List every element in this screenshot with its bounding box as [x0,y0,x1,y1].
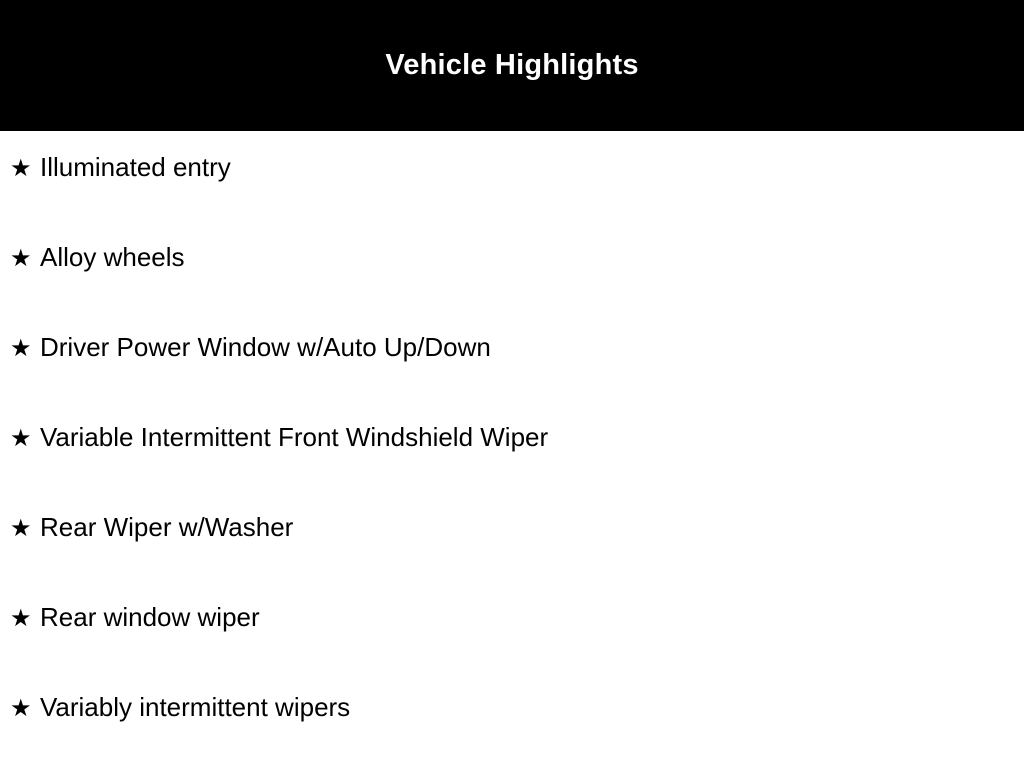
list-item-label: Illuminated entry [40,152,231,182]
list-item-label: Driver Power Window w/Auto Up/Down [40,332,491,362]
highlights-list [0,131,1024,783]
list-item-label: Rear Wiper w/Washer [40,512,294,542]
star-icon: ★ [10,604,32,632]
star-icon: ★ [10,424,32,452]
list-item-label: Variable Intermittent Front Windshield Wiper [40,422,549,452]
list-item [0,693,1024,783]
list-item [0,243,1024,333]
list-item-label: Rear window wiper [40,602,260,632]
list-item [0,513,1024,603]
list-item [0,423,1024,513]
star-icon: ★ [10,334,32,362]
list-item [0,153,1024,243]
page-title: Vehicle Highlights [385,48,639,81]
star-icon: ★ [10,694,32,722]
star-icon: ★ [10,244,32,272]
list-item [0,333,1024,423]
star-icon: ★ [10,154,32,182]
list-item-label: Variably intermittent wipers [40,692,351,722]
star-icon: ★ [10,514,32,542]
list-item-label: Alloy wheels [40,242,185,272]
list-item [0,603,1024,693]
page-header [0,0,1024,131]
